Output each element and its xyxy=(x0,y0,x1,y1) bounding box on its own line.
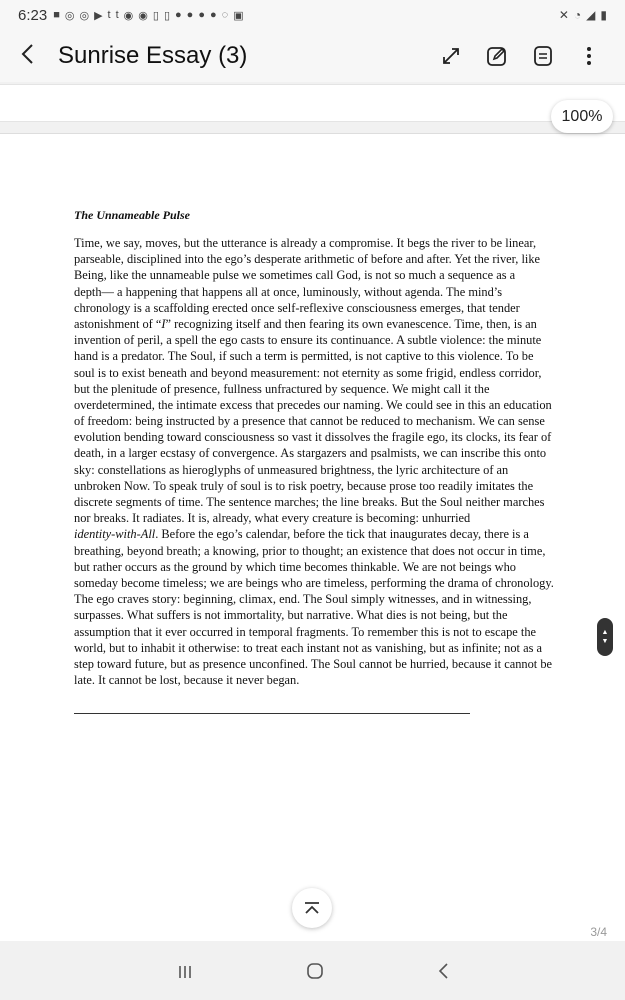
alert-icon: ● xyxy=(175,8,182,21)
youtube-icon: ▶ xyxy=(94,9,103,22)
back-nav-button[interactable] xyxy=(437,962,449,986)
navigation-bar xyxy=(0,948,625,1000)
chevron-down-icon: ▼ xyxy=(601,638,609,645)
text-line xyxy=(74,543,564,559)
zoom-level-badge[interactable]: 100% xyxy=(551,100,613,133)
document-page xyxy=(0,133,625,941)
messenger-icon: ◌ xyxy=(221,8,229,21)
text-segment: evolution bending toward consciousness so vast it dissolves the fragile ego, its clocks, its fear of xyxy=(74,430,552,445)
toolbar xyxy=(0,30,625,82)
chevron-up-icon: ▲ xyxy=(601,629,609,636)
text-segment: Being, like the unnameable pulse we sometimes call God, is not so much a sequence as a xyxy=(74,268,516,283)
text-line xyxy=(74,559,564,575)
text-line xyxy=(74,640,564,656)
text-line xyxy=(74,607,564,623)
text-segment: . Before the ego’s calendar, before the tick that inaugurates decay, there is a xyxy=(155,527,529,542)
system-icons xyxy=(559,8,607,22)
tumblr-icon: t xyxy=(107,8,111,21)
text-segment: chronology is a scaffolding erected once self-reflexive consciousness emerges, that tender xyxy=(74,300,520,315)
text-segment: invention of peril, a spell the ego casts to ensure its continuance. A subtle violence: the minute xyxy=(74,333,542,348)
back-icon xyxy=(437,962,449,980)
italic-text: identity-with-All xyxy=(74,527,156,542)
text-segment: astonishment of “ xyxy=(74,316,162,331)
text-segment: breathing, beyond breath; a knowing, prior to thought; an existence that does not occur in time, xyxy=(74,543,546,558)
text-segment: discrete segments of time. The sentence marches; the line breaks. But the Soul neither marches xyxy=(74,495,545,509)
notification-icons xyxy=(53,9,243,22)
home-icon xyxy=(306,962,324,980)
text-segment: assumption that it ever occurred in temporal fragments. To remember this is not to escape the xyxy=(74,624,537,639)
text-segment: late. It cannot be lost, because it never began. xyxy=(74,673,300,688)
text-line xyxy=(74,348,564,364)
text-line xyxy=(74,251,564,267)
italic-text: I xyxy=(161,316,166,331)
scroll-to-top-button[interactable] xyxy=(292,888,332,928)
document-title: Sunrise Essay (3) xyxy=(58,42,248,69)
page-top-strip xyxy=(0,84,625,122)
home-button[interactable] xyxy=(306,962,324,986)
text-segment: The ego craves story: beginning, climax, end. The Soul simply witnesses, and in witnessing, xyxy=(74,592,532,607)
alert-icon: ● xyxy=(198,8,205,21)
text-segment: but the plenitude of presence, fullness unfractured by sequence. We might call it the xyxy=(74,381,490,396)
more-vertical-icon xyxy=(586,46,592,66)
text-line xyxy=(74,300,564,316)
text-segment: step toward future, but as presence unconfined. The Soul cannot be hurried, because it cannot be xyxy=(74,656,553,671)
essay-heading: The Unnameable Pulse xyxy=(74,208,190,222)
text-segment: ” recognizing itself and then fearing its own evanescence. Time, then, is an xyxy=(165,316,537,331)
document-body xyxy=(74,208,564,688)
text-segment: sky: constellations as hieroglyphs of unmeasured brightness, the lyric architecture of an xyxy=(74,462,509,477)
page-indicator: 3/4 xyxy=(590,925,607,939)
text-segment: Time, we say, moves, but the utterance is already a compromise. It begs the river to be linear, xyxy=(74,236,537,250)
text-line xyxy=(74,429,564,445)
mute-icon: ✕ xyxy=(558,8,569,22)
alert-icon: ● xyxy=(209,8,217,21)
text-line xyxy=(74,494,564,510)
alert-icon: ● xyxy=(186,8,194,21)
facebook-icon: ■ xyxy=(53,8,60,21)
document-icon xyxy=(533,45,553,67)
tumblr-icon: t xyxy=(115,8,119,21)
edit-icon xyxy=(486,45,508,67)
expand-button[interactable] xyxy=(439,44,463,68)
reader-mode-button[interactable] xyxy=(531,44,555,68)
phone-icon: ▯ xyxy=(152,9,159,22)
text-line xyxy=(74,397,564,413)
chevron-left-icon xyxy=(20,43,34,65)
expand-icon xyxy=(441,46,461,66)
text-line xyxy=(74,656,564,672)
text-line xyxy=(74,624,564,640)
phone-icon: ▯ xyxy=(163,9,171,22)
more-options-button[interactable] xyxy=(577,44,601,68)
status-time: 6:23 xyxy=(18,6,48,24)
text-segment: surpasses. What suffers is not immortality, but narrative. What dies is not being, but the xyxy=(74,608,508,623)
battery-icon: ▮ xyxy=(600,8,607,22)
text-line xyxy=(74,462,564,478)
instagram-icon: ◎ xyxy=(64,9,75,22)
text-segment: depth— a happening that happens all at once, luminously, without agenda. The mind’s xyxy=(74,284,503,299)
text-segment: but rather occurs as the ground by which time becomes thinkable. We are not beings who xyxy=(74,559,516,574)
text-line xyxy=(74,365,564,381)
text-segment: parseable, disciplined into the ego’s desperate arithmetic of before and after. Yet the river, like xyxy=(74,252,541,267)
text-line xyxy=(74,672,564,688)
text-segment: someday become timeless; we are beings who are timeless, performing the drama of chronology. xyxy=(74,575,554,590)
text-segment: death, in a larger ecstasy of convergence. As stargazers and psalmists, we can inscribe this onto xyxy=(74,446,547,461)
recent-apps-icon xyxy=(177,964,193,980)
text-line xyxy=(74,526,564,542)
edit-button[interactable] xyxy=(485,44,509,68)
recent-apps-button[interactable] xyxy=(177,963,193,986)
back-button[interactable] xyxy=(20,41,50,72)
text-line xyxy=(74,510,564,526)
text-line xyxy=(74,316,564,332)
essay-paragraph xyxy=(74,235,564,688)
status-bar xyxy=(0,0,625,30)
text-segment: overdetermined, the intimate excess that precedes our naming. We could see in this an education xyxy=(74,397,552,412)
text-line xyxy=(74,381,564,397)
text-line xyxy=(74,575,564,591)
text-segment: soul is to exist beneath and beyond measurement: not eternity as some frigid, endless corridor, xyxy=(74,365,542,380)
text-line xyxy=(74,413,564,429)
instagram-icon: ◎ xyxy=(79,9,90,22)
text-segment: of freedom: being instructed by a presence that cannot be reduced to mechanism. We can sense xyxy=(74,414,545,429)
text-line xyxy=(74,445,564,461)
text-segment: world, but to inhabit it otherwise: to treat each instant not as vanishing, but as infinite; not as a xyxy=(74,640,543,655)
text-line xyxy=(74,332,564,348)
text-line xyxy=(74,284,564,300)
chrome-icon: ◉ xyxy=(123,9,134,22)
gallery-icon: ▣ xyxy=(233,9,244,22)
chrome-icon: ◉ xyxy=(138,9,148,22)
text-line xyxy=(74,235,564,251)
signal-icon: ◢ xyxy=(586,8,596,22)
scroll-top-icon xyxy=(303,901,321,915)
text-segment: nor breaks. It radiates. It is, already, what every creature is becoming: unhurried xyxy=(74,511,471,526)
divider-line xyxy=(74,713,470,714)
fast-scroll-handle[interactable] xyxy=(597,618,613,656)
text-segment: hand is a predator. The Soul, if such a term is permitted, is not captive to this violence. To be xyxy=(74,349,534,364)
text-line xyxy=(74,591,564,607)
text-line xyxy=(74,478,564,494)
text-line xyxy=(74,267,564,283)
wifi-icon: ◔ xyxy=(573,8,582,22)
text-segment: unbroken Now. To speak truly of soul is to risk poetry, because prose too readily imitates the xyxy=(74,478,534,493)
